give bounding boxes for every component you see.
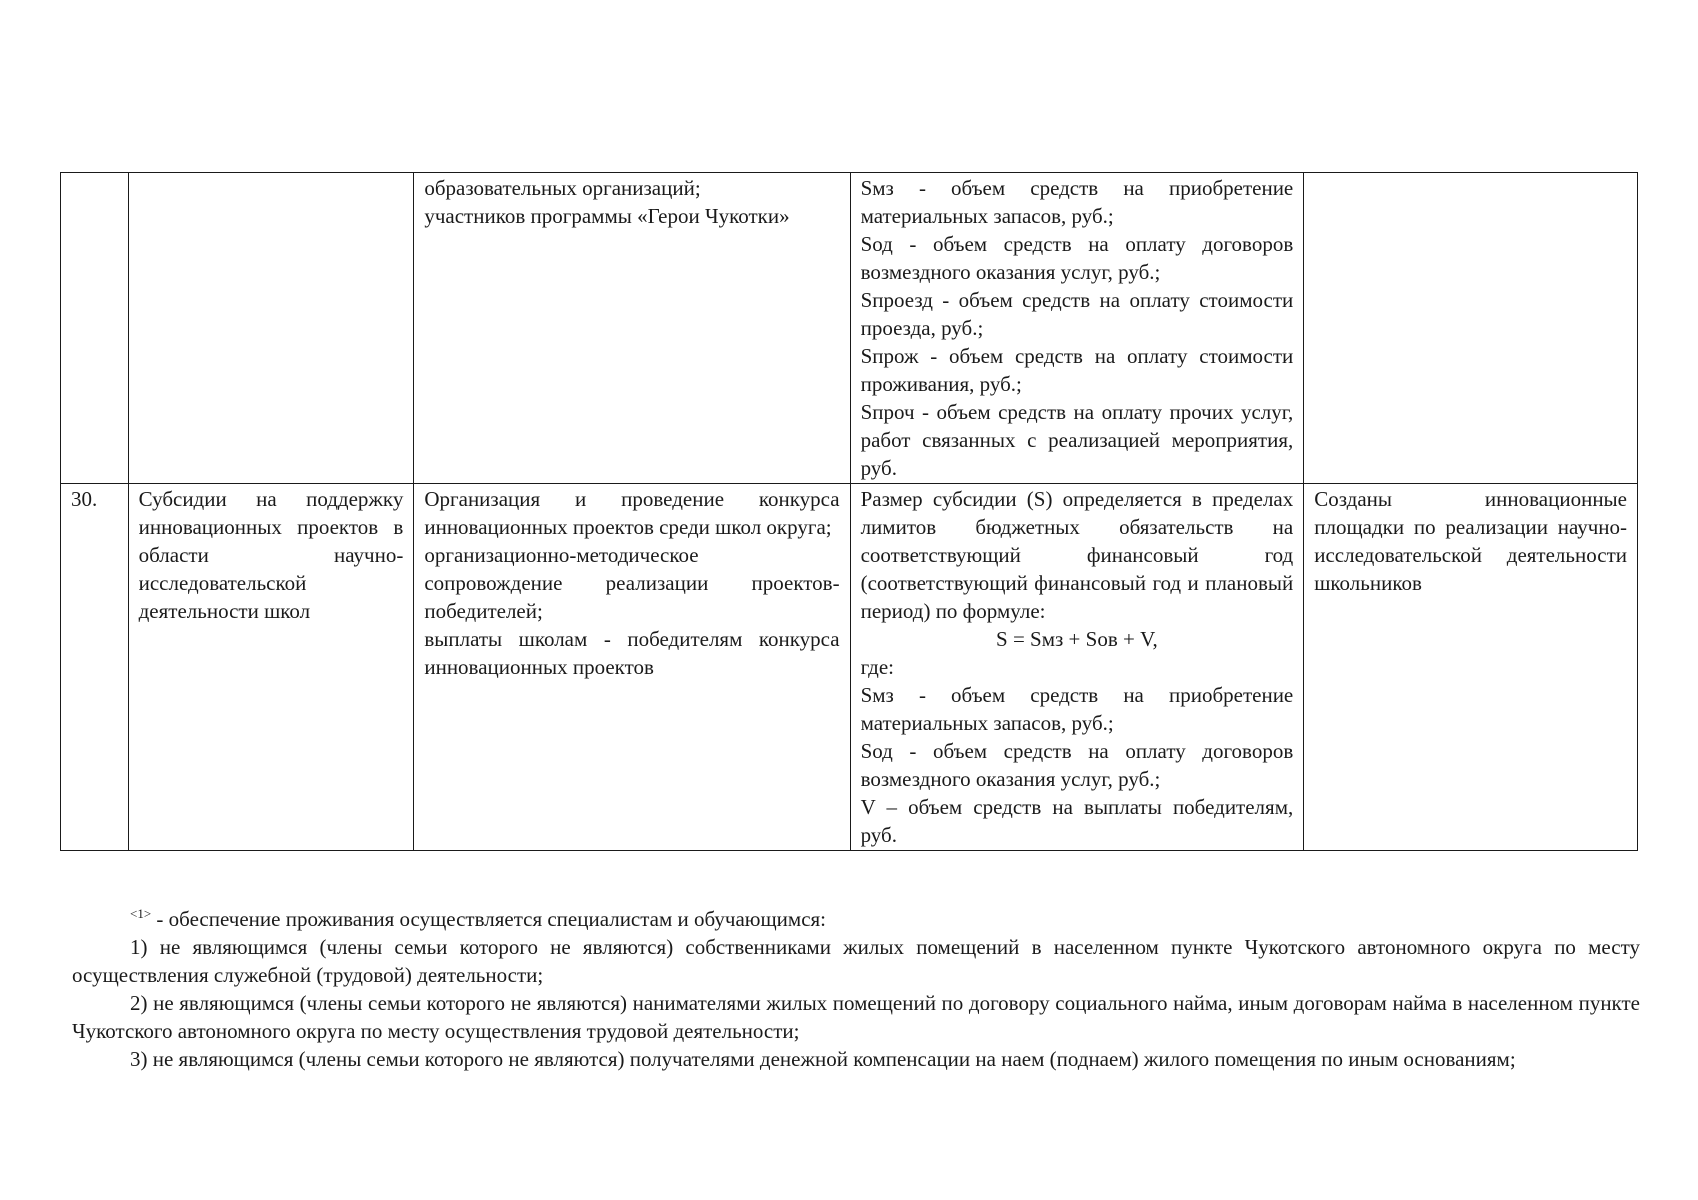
term-line: Sпрож - объем средств на оплату стоимости проживания, руб.; xyxy=(860,344,1294,396)
term-line: V – объем средств на выплаты победителям, руб. xyxy=(860,795,1294,847)
measures-table xyxy=(60,172,1638,851)
term-line: Sод - объем средств на оплату договоров возмездного оказания услуг, руб.; xyxy=(860,739,1294,791)
cell-name xyxy=(128,173,414,484)
activity-line: образовательных организаций; xyxy=(424,176,701,200)
footnote-item: 1) не являющимся (члены семьи которого не являются) собственниками жилых помещений в населенном пункте Чукотского автономного округа по месту осуществления служебной (трудовой) деятельности; xyxy=(72,935,1640,987)
cell-method xyxy=(850,484,1304,851)
footnote-mark: <1> xyxy=(130,906,152,921)
table-row xyxy=(61,173,1638,484)
formula: S = Sмз + Sов + V, xyxy=(996,627,1158,651)
cell-result xyxy=(1304,484,1638,851)
footnote xyxy=(72,905,1640,933)
cell-activities xyxy=(414,484,850,851)
table-row xyxy=(61,484,1638,851)
where-label: где: xyxy=(860,655,894,679)
term-line: Sмз - объем средств на приобретение материальных запасов, руб.; xyxy=(860,683,1294,735)
activity-line: выплаты школам - победителям конкурса инновационных проектов xyxy=(424,627,840,679)
activity-line: Организация и проведение конкурса инновационных проектов среди школ округа; xyxy=(424,487,840,539)
footnote-item: 3) не являющимся (члены семьи которого не являются) получателями денежной компенсации на наем (поднаем) жилого помещения по иным основаниям; xyxy=(130,1047,1516,1071)
term-line: Sод - объем средств на оплату договоров возмездного оказания услуг, руб.; xyxy=(860,232,1294,284)
term-line: Sпроезд - объем средств на оплату стоимости проезда, руб.; xyxy=(860,288,1294,340)
row-number: 30. xyxy=(71,487,98,511)
term-line: Sмз - объем средств на приобретение материальных запасов, руб.; xyxy=(860,176,1294,228)
cell-method xyxy=(850,173,1304,484)
term-line: Sпроч - объем средств на оплату прочих услуг, работ связанных с реализацией мероприятия, руб. xyxy=(860,400,1294,480)
cell-number xyxy=(61,173,129,484)
activity-line: организационно-методическое сопровождение реализации проектов-победителей; xyxy=(424,543,840,623)
cell-name xyxy=(128,484,414,851)
cell-number xyxy=(61,484,129,851)
activity-line: участников программы «Герои Чукотки» xyxy=(424,204,790,228)
cell-activities xyxy=(414,173,850,484)
result-text: Созданы инновационные площадки по реализации научно-исследовательской деятельности школьников xyxy=(1314,487,1627,595)
measure-name: Субсидии на поддержку инновационных проектов в области научно-исследовательской деятельности школ xyxy=(138,487,404,623)
footnote-item: 2) не являющимся (члены семьи которого не являются) нанимателями жилых помещений по договору социального найма, иным договорам найма в населенном пункте Чукотского автономного округа по месту осуществления трудовой деятельности; xyxy=(72,991,1640,1043)
footnote-text: - обеспечение проживания осуществляется специалистам и обучающимся: xyxy=(151,907,827,931)
cell-result xyxy=(1304,173,1638,484)
method-intro: Размер субсидии (S) определяется в пределах лимитов бюджетных обязательств на соответствующий финансовый год (соответствующий финансовый год и плановый период) по формуле: xyxy=(860,487,1294,623)
footnotes xyxy=(72,905,1640,1073)
